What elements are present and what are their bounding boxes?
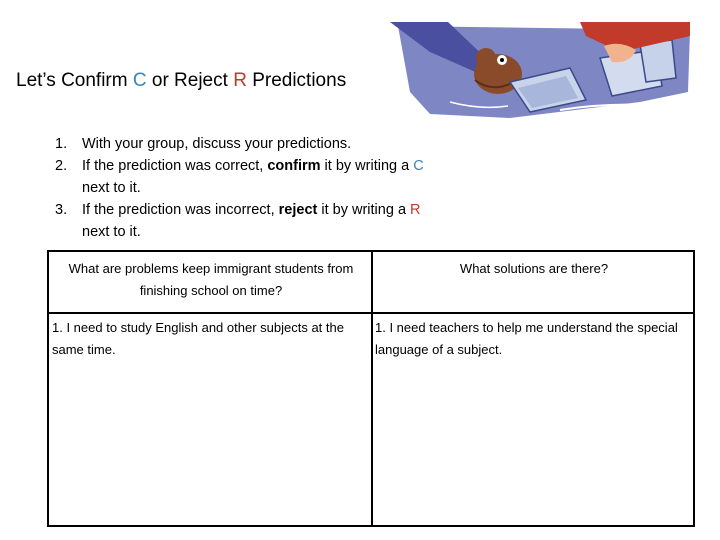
instruction-text: next to it. bbox=[82, 224, 141, 240]
title-suffix: Predictions bbox=[246, 70, 347, 91]
problems-header: What are problems keep immigrant students from finishing school on time? bbox=[68, 261, 354, 298]
instructions-list bbox=[45, 133, 512, 243]
title-middle: or Reject bbox=[146, 70, 234, 91]
solutions-cell[interactable]: 1. I need teachers to help me understand the special language of a subject. bbox=[375, 320, 678, 357]
header-divider bbox=[49, 312, 693, 314]
predictions-table bbox=[47, 250, 695, 527]
instruction-text: If the prediction was incorrect, bbox=[82, 202, 279, 218]
instruction-item bbox=[45, 133, 512, 155]
instruction-bold-word: confirm bbox=[267, 158, 321, 174]
reject-letter: R bbox=[233, 70, 247, 91]
cartoon-laptops-hands-illustration bbox=[390, 22, 695, 118]
instruction-number: 3. bbox=[55, 202, 68, 218]
instruction-item bbox=[45, 199, 512, 243]
instruction-bold-word: reject bbox=[278, 202, 318, 218]
instruction-number: 1. bbox=[55, 136, 68, 152]
instruction-text: If the prediction was correct, bbox=[82, 158, 268, 174]
reject-letter: R bbox=[410, 202, 421, 218]
instruction-text: next to it. bbox=[82, 180, 141, 196]
instruction-number: 2. bbox=[55, 158, 68, 174]
confirm-letter: C bbox=[132, 70, 147, 91]
confirm-letter: C bbox=[413, 158, 424, 174]
title-prefix: Let’s Confirm bbox=[16, 70, 133, 91]
column-divider bbox=[371, 252, 373, 525]
instruction-text: it by writing a bbox=[317, 202, 411, 218]
instruction-text: it by writing a bbox=[320, 158, 414, 174]
slide-title bbox=[16, 70, 346, 92]
problems-cell[interactable]: 1. I need to study English and other subjects at the same time. bbox=[52, 320, 344, 357]
instruction-item bbox=[45, 155, 512, 199]
solutions-header: What solutions are there? bbox=[459, 261, 609, 276]
instruction-text: With your group, discuss your predictions. bbox=[82, 136, 352, 152]
